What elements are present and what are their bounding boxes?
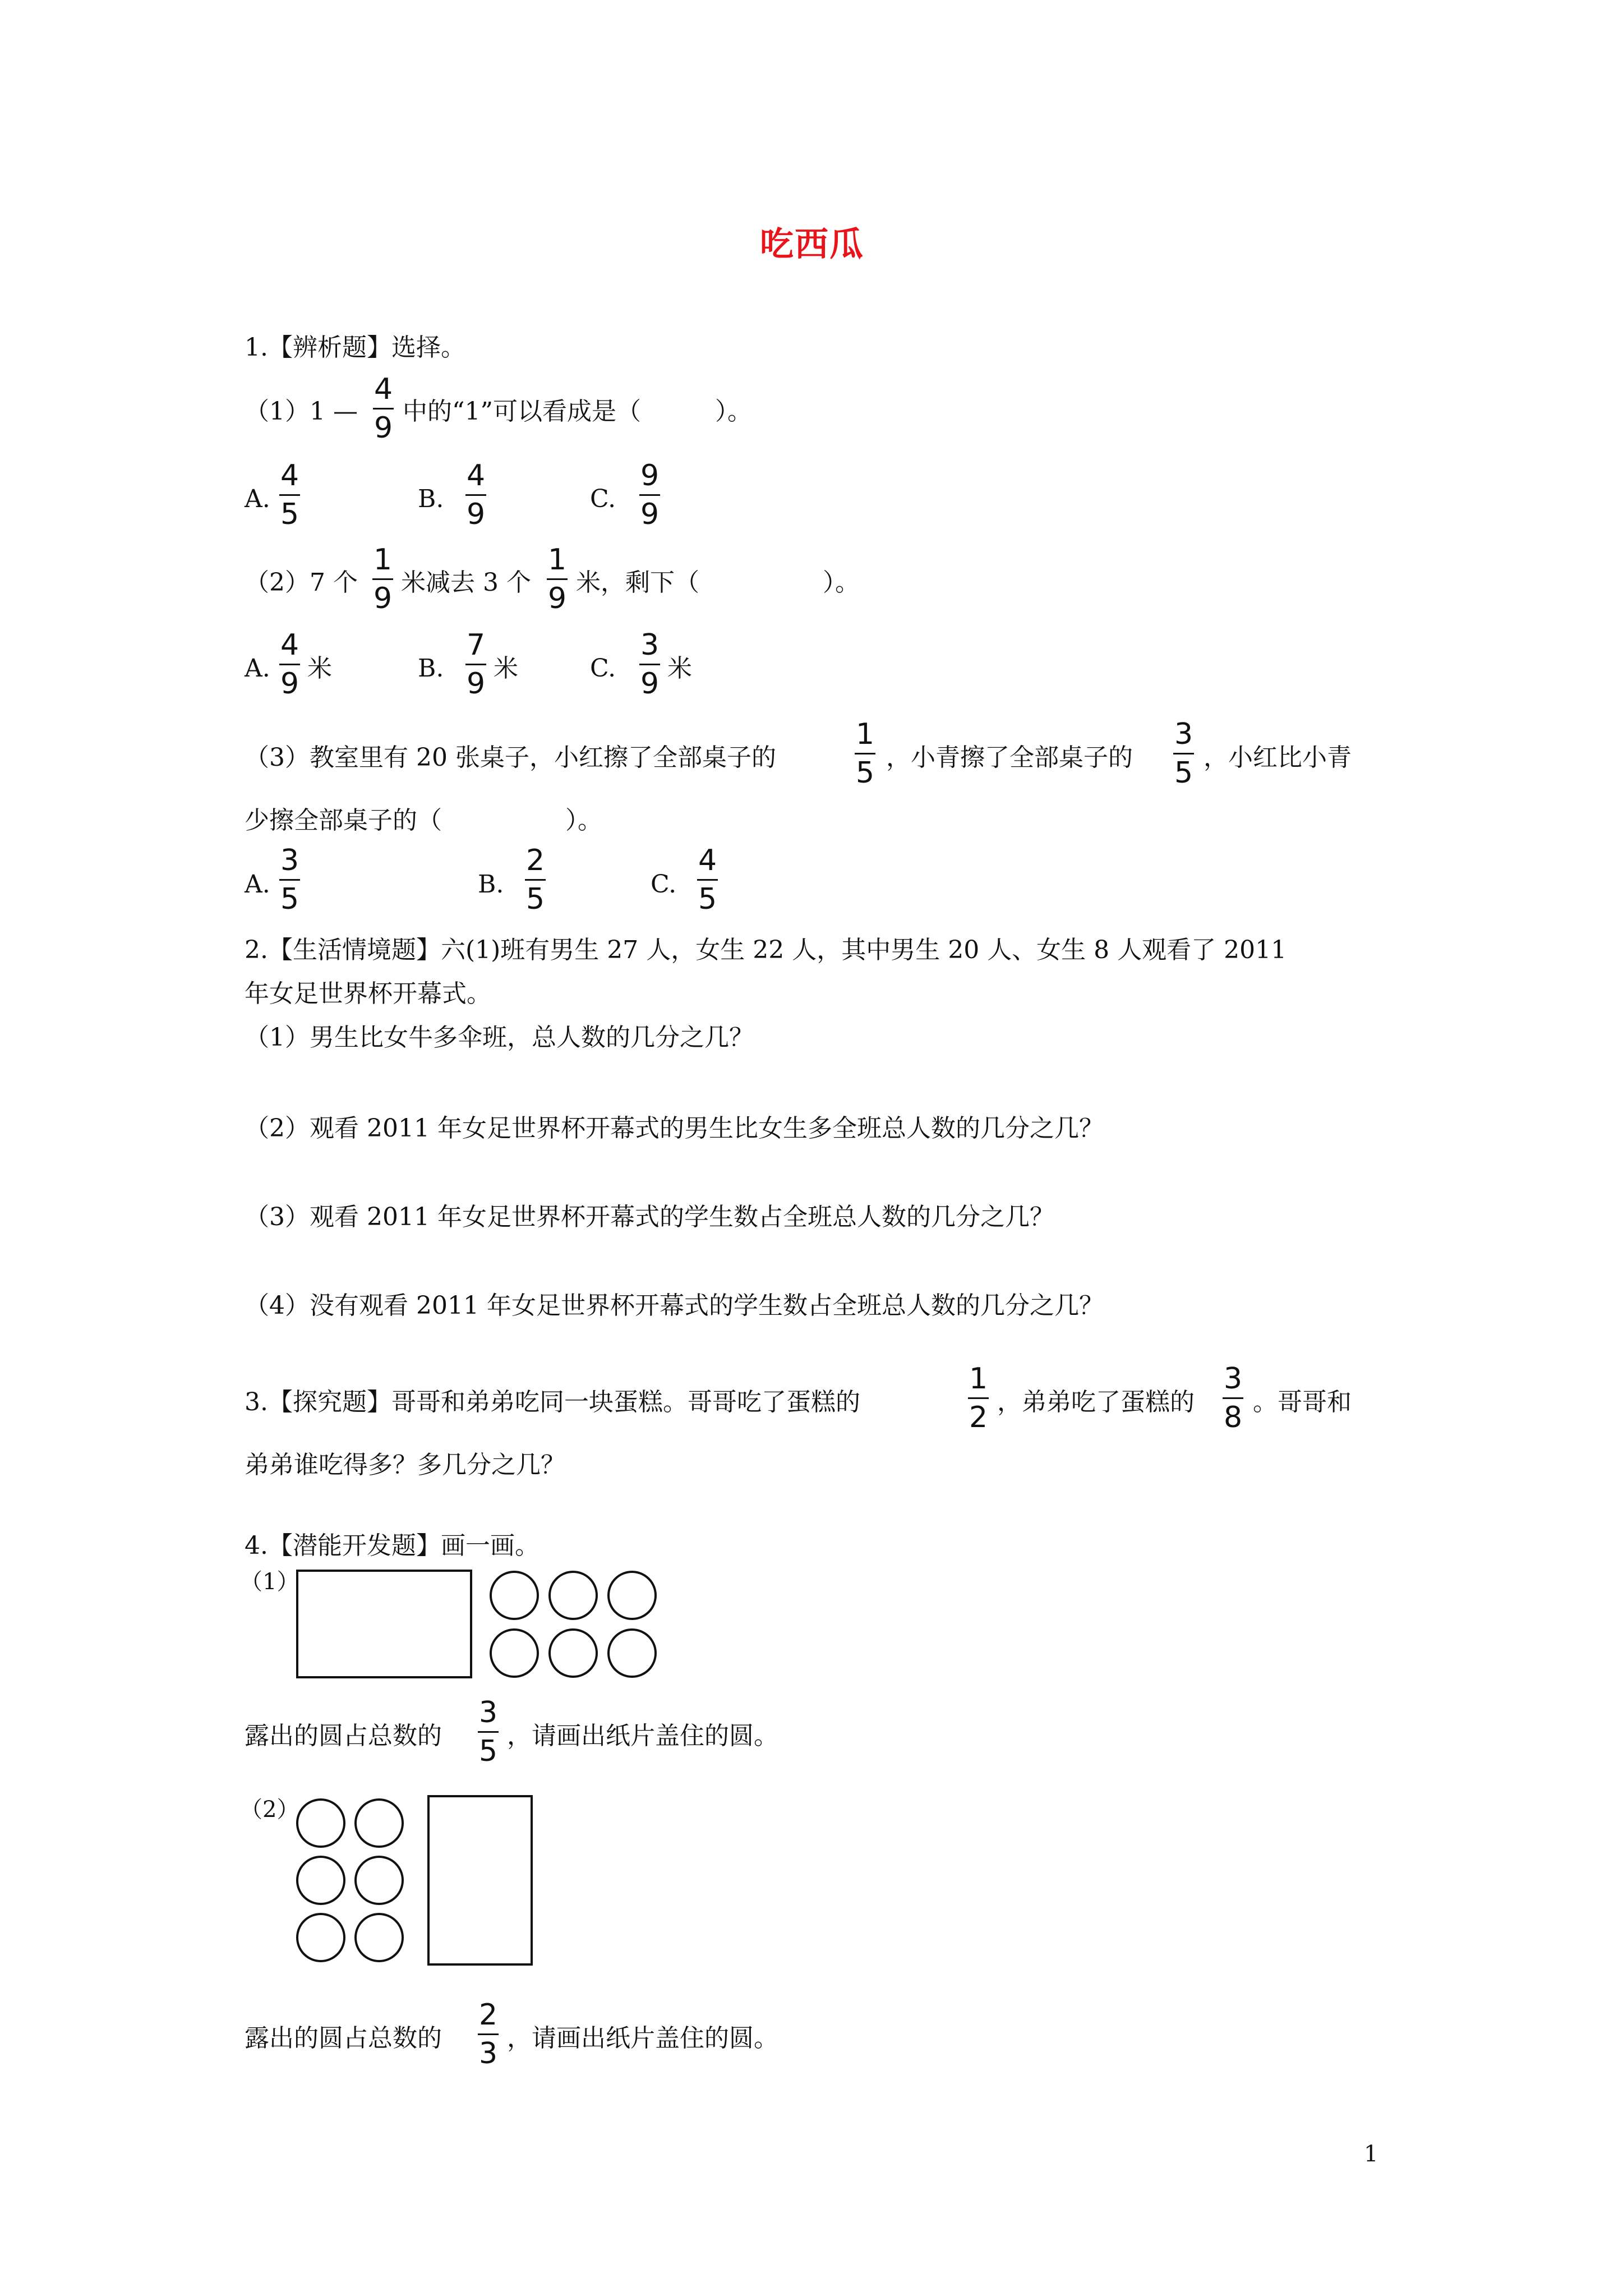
denominator: 9 — [467, 667, 486, 701]
numerator: 3 — [479, 1696, 498, 1729]
numerator: 1 — [548, 543, 567, 577]
denominator: 5 — [479, 1734, 498, 1768]
q1-s2-option-a-label: A. — [245, 654, 270, 683]
q3-suffix: 。哥哥和 — [1253, 1388, 1352, 1416]
numerator: 4 — [467, 459, 486, 493]
q1-s1-option-c-label: C. — [590, 485, 616, 513]
page-title: 吃西瓜 — [760, 225, 864, 264]
q1-s1-option-a-label: A. — [245, 485, 270, 513]
denominator: 9 — [640, 498, 660, 531]
q3-fraction-1 — [968, 1364, 989, 1432]
denominator: 5 — [280, 882, 299, 916]
q1-s3-option-a-fraction — [279, 846, 300, 914]
numerator: 7 — [467, 628, 486, 662]
denominator: 5 — [856, 756, 875, 790]
numerator: 3 — [280, 844, 299, 877]
numerator: 1 — [856, 717, 875, 751]
q4-p1-caption-prefix: 露出的圆占总数的 — [245, 1722, 442, 1750]
q1-s3-middle: ，小青擦了全部桌子的 — [886, 743, 1133, 772]
q2-line2: 年女足世界杯开幕式。 — [245, 979, 491, 1008]
paper-sheet — [296, 1570, 472, 1678]
q4-p2-caption-prefix: 露出的圆占总数的 — [245, 2024, 442, 2053]
circle — [354, 1856, 404, 1905]
q1-s1-prefix: （1）1 — — [245, 397, 358, 426]
denominator: 9 — [467, 498, 486, 531]
q1-s3-option-a-label: A. — [245, 870, 270, 899]
q4-p2-caption-suffix: ，请画出纸片盖住的圆。 — [507, 2024, 778, 2053]
numerator: 4 — [374, 372, 393, 406]
q1-s3-fraction-2 — [1173, 717, 1194, 790]
q3-prefix: 3.【探究题】哥哥和弟弟吃同一块蛋糕。哥哥吃了蛋糕的 — [245, 1388, 860, 1416]
paper-sheet — [427, 1795, 533, 1966]
circle — [354, 1913, 404, 1962]
q4-p2-fraction — [478, 2000, 499, 2068]
q4-p1-caption-suffix: ，请画出纸片盖住的圆。 — [507, 1722, 778, 1750]
q2-line1: 2.【生活情境题】六(1)班有男生 27 人，女生 22 人，其中男生 20 人、女生 8 人观看了 2011 — [245, 936, 1287, 964]
denominator: 2 — [969, 1401, 988, 1434]
q1-s1-option-a-fraction — [279, 461, 300, 529]
circle — [490, 1571, 539, 1620]
q1-s2-option-c-fraction — [639, 628, 660, 701]
q1-s3-prefix: （3）教室里有 20 张桌子，小红擦了全部桌子的 — [245, 743, 776, 772]
q1-s1-option-b-label: B. — [418, 485, 444, 513]
q2-item-3: （3）观看 2011 年女足世界杯开幕式的学生数占全班总人数的几分之几？ — [245, 1203, 1054, 1231]
numerator: 4 — [280, 459, 299, 493]
q1-s1-option-c-fraction — [639, 461, 660, 529]
numerator: 2 — [479, 1998, 498, 2032]
q1-s2-fraction-1 — [372, 545, 393, 613]
q3-fraction-2 — [1223, 1364, 1243, 1432]
circle — [490, 1628, 539, 1678]
numerator: 1 — [969, 1362, 988, 1396]
denominator: 5 — [526, 882, 545, 916]
q2-item-2: （2）观看 2011 年女足世界杯开幕式的男生比女生多全班总人数的几分之几？ — [245, 1114, 1104, 1143]
denominator: 5 — [1174, 756, 1193, 790]
q4-heading: 4.【潜能开发题】画一画。 — [245, 1531, 540, 1560]
q1-s2-option-a-fraction — [279, 628, 300, 701]
numerator: 4 — [280, 628, 299, 662]
circle — [607, 1628, 657, 1678]
q1-s1-option-b-fraction — [465, 461, 486, 529]
numerator: 2 — [526, 844, 545, 877]
q1-s2-option-b-unit: 米 — [494, 654, 518, 683]
q1-heading: 1.【辨析题】选择。 — [245, 333, 465, 362]
numerator: 9 — [640, 459, 660, 493]
q4-p1-fraction — [478, 1698, 499, 1766]
numerator: 4 — [698, 844, 717, 877]
numerator: 3 — [1224, 1362, 1243, 1396]
q1-s2-option-b-fraction — [465, 628, 486, 701]
denominator: 9 — [374, 411, 393, 445]
numerator: 1 — [374, 543, 393, 577]
q1-s2-option-c-label: C. — [590, 654, 616, 683]
numerator: 3 — [640, 628, 660, 662]
q3-middle: ，弟弟吃了蛋糕的 — [997, 1388, 1195, 1416]
q1-s3-suffix: ，小红比小青 — [1204, 743, 1352, 772]
q1-s2-option-a-unit: 米 — [307, 654, 332, 683]
denominator: 9 — [548, 582, 567, 615]
denominator: 9 — [374, 582, 393, 615]
q1-s3-fraction-1 — [855, 717, 875, 790]
q1-s3-option-c-label: C. — [651, 870, 677, 899]
page-number: 1 — [1364, 2141, 1378, 2167]
q1-s2-fraction-2 — [547, 545, 568, 613]
q1-s2-option-b-label: B. — [418, 654, 444, 683]
circle — [607, 1571, 657, 1620]
circle — [296, 1798, 345, 1848]
q4-p1-label: （1） — [240, 1569, 299, 1595]
q2-item-1: （1）男生比女牛多伞班，总人数的几分之几？ — [245, 1023, 754, 1052]
q1-s3-line2: 少擦全部桌子的（ ）。 — [245, 806, 602, 835]
q1-s3-option-b-fraction — [525, 846, 546, 914]
circle — [548, 1628, 598, 1678]
circle — [296, 1856, 345, 1905]
q1-s1-question: 中的“1”可以看成是（ ）。 — [403, 397, 752, 426]
q1-s1-fraction — [373, 372, 394, 445]
circle — [354, 1798, 404, 1848]
q1-s2-prefix: （2）7 个 — [245, 568, 358, 597]
denominator: 8 — [1224, 1401, 1243, 1434]
q1-s3-option-c-fraction — [697, 846, 718, 914]
denominator: 3 — [479, 2037, 498, 2070]
denominator: 9 — [280, 667, 299, 701]
q1-s3-option-b-label: B. — [478, 870, 504, 899]
q1-s2-question: 米，剩下（ ）。 — [576, 568, 860, 597]
q3-line2: 弟弟谁吃得多？多几分之几？ — [245, 1451, 565, 1479]
denominator: 9 — [640, 667, 660, 701]
denominator: 5 — [280, 498, 299, 531]
q2-item-4: （4）没有观看 2011 年女足世界杯开幕式的学生数占全班总人数的几分之几？ — [245, 1291, 1104, 1320]
circle — [548, 1571, 598, 1620]
q1-s2-middle: 米减去 3 个 — [401, 568, 531, 597]
numerator: 3 — [1174, 717, 1193, 751]
q4-p2-label: （2） — [240, 1797, 299, 1823]
q1-s2-option-c-unit: 米 — [667, 654, 692, 683]
circle — [296, 1913, 345, 1962]
denominator: 5 — [698, 882, 717, 916]
